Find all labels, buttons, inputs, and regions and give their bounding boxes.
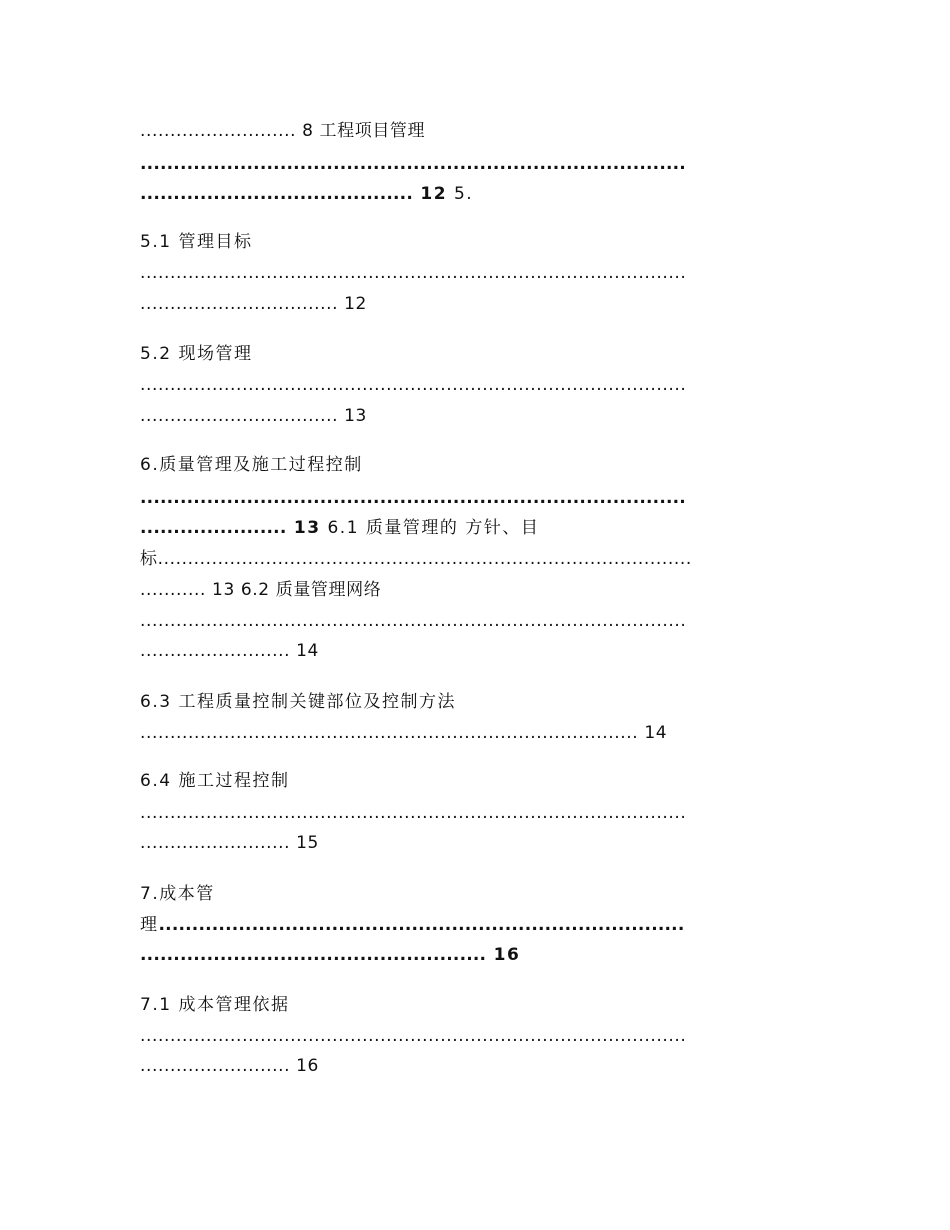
toc-dots: ...............................................................................: [158, 915, 685, 935]
toc-text: 6.1 质量管理的 方针、目: [327, 518, 540, 538]
toc-dots-page: ................................................................................... 14: [140, 723, 668, 743]
toc-dots: ...........................................................................................: [140, 803, 687, 823]
toc-line-7: [140, 914, 684, 936]
toc-dots: ...........................................................................................: [140, 1026, 687, 1046]
toc-dots: ...........................................................................................: [140, 611, 687, 631]
toc-text: .......................... 8 工程项目管理: [140, 121, 426, 141]
toc-dots: ..................................................................................: [140, 154, 686, 174]
toc-line-dots: [140, 153, 686, 175]
toc-dots: ......................: [140, 518, 287, 538]
toc-heading-5-1: 5.1 管理目标: [140, 232, 253, 252]
page-number: 12: [420, 184, 448, 204]
toc-dots: ....................................................: [140, 945, 487, 965]
toc-line-8: [140, 120, 425, 142]
toc-heading-5-2: 5.2 现场管理: [140, 344, 253, 364]
toc-heading-7: 7.成本管: [140, 884, 215, 904]
toc-line-12: [140, 183, 473, 205]
page-number: 16: [493, 945, 521, 965]
toc-dots-page: ................................. 13: [140, 406, 367, 426]
toc-heading-6-3: 6.3 工程质量控制关键部位及控制方法: [140, 692, 456, 712]
toc-dots: ..................................................................................: [140, 488, 686, 508]
toc-dots: ...........................................................................................: [140, 263, 687, 283]
toc-dots-page: ......................... 16: [140, 1056, 319, 1076]
toc-line-6-2: ........... 13 6.2 质量管理网络: [140, 580, 382, 600]
toc-heading-7-1: 7.1 成本管理依据: [140, 995, 290, 1015]
toc-line-13: [140, 517, 539, 539]
toc-dots-page: ......................... 14: [140, 641, 319, 661]
toc-dots: 标.........................................................................................: [140, 549, 692, 569]
toc-text: 理: [140, 915, 159, 935]
toc-line-16: [140, 944, 520, 966]
toc-heading-6: 6.质量管理及施工过程控制: [140, 455, 363, 475]
toc-dots: .........................................: [140, 184, 413, 204]
toc-heading-6-4: 6.4 施工过程控制: [140, 771, 290, 791]
toc-dots-page: ................................. 12: [140, 294, 367, 314]
toc-text: 5.: [453, 184, 474, 204]
toc-dots-page: ......................... 15: [140, 833, 319, 853]
toc-dots: ...........................................................................................: [140, 375, 687, 395]
page-number: 13: [293, 518, 321, 538]
